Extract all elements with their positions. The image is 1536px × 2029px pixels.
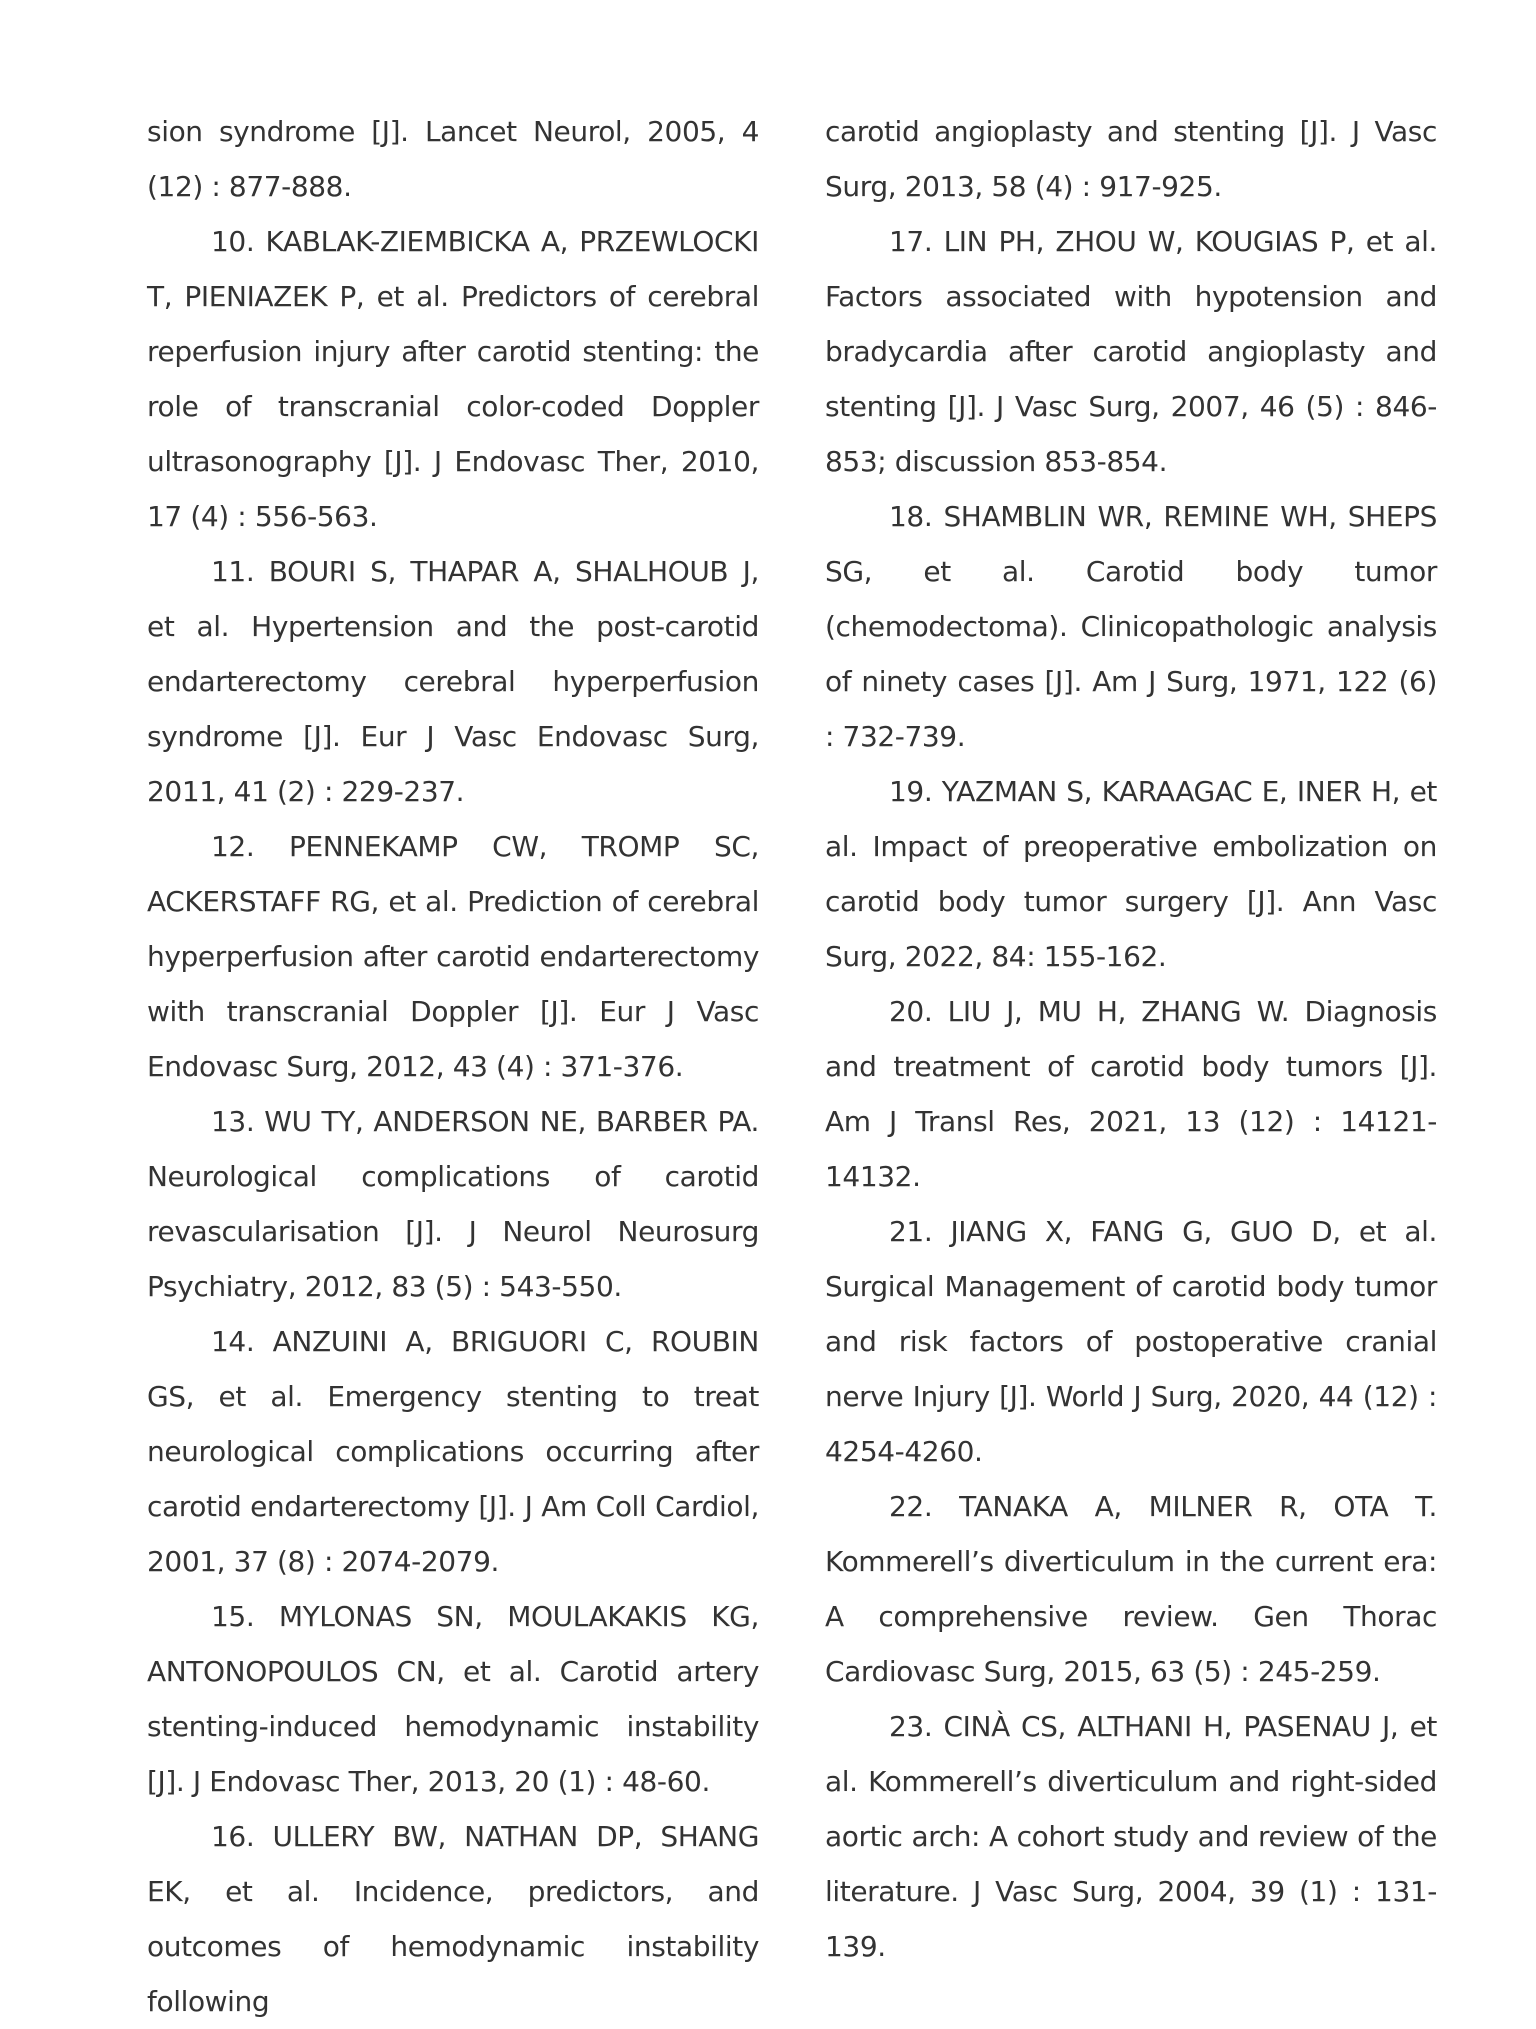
reference-text: carotid angioplasty and stenting [J]. J Vasc Surg, 2013, 58 (4) : 917-925. <box>825 115 1437 203</box>
reference-number: 21. <box>889 1215 933 1248</box>
reference-number: 23. <box>889 1710 933 1743</box>
reference-text: LIU J, MU H, ZHANG W. Diagnosis and treatment of carotid body tumors [J]. Am J Transl Res, 2021, 13 (12) : 14121-14132. <box>825 995 1437 1193</box>
reference-item <box>147 214 759 544</box>
reference-text: KABLAK-ZIEMBICKA A, PRZEWLOCKI T, PIENIAZEK P, et al. Predictors of cerebral reperfusion injury after carotid stenting: the role of transcranial color-coded Doppler ultrasonography [J]. J Endovasc Ther, 2010, 17 (4) : 556-563. <box>147 225 759 533</box>
reference-item <box>147 544 759 819</box>
reference-number: 11. <box>211 555 255 588</box>
reference-number: 22. <box>889 1490 933 1523</box>
reference-number: 13. <box>211 1105 255 1138</box>
reference-text: sion syndrome [J]. Lancet Neurol, 2005, 4 (12) : 877-888. <box>147 115 759 203</box>
reference-item <box>825 984 1437 1204</box>
reference-number: 18. <box>889 500 933 533</box>
reference-number: 14. <box>211 1325 255 1358</box>
reference-number: 19. <box>889 775 933 808</box>
reference-text: CINÀ CS, ALTHANI H, PASENAU J, et al. Kommerell’s diverticulum and right-sided aortic arch: A cohort study and review of the literature. J Vasc Surg, 2004, 39 (1) : 131-139. <box>825 1710 1437 1963</box>
reference-item <box>825 1204 1437 1479</box>
reference-text: JIANG X, FANG G, GUO D, et al. Surgical Management of carotid body tumor and risk factors of postoperative cranial nerve Injury [J]. World J Surg, 2020, 44 (12) : 4254-4260. <box>825 1215 1437 1468</box>
reference-number: 16. <box>211 1820 255 1853</box>
reference-text: WU TY, ANDERSON NE, BARBER PA. Neurological complications of carotid revascularisation [J]. J Neurol Neurosurg Psychiatry, 2012, 83 (5) : 543-550. <box>147 1105 759 1303</box>
reference-item <box>147 1589 759 1809</box>
reference-text: YAZMAN S, KARAAGAC E, INER H, et al. Impact of preoperative embolization on carotid body tumor surgery [J]. Ann Vasc Surg, 2022, 84: 155-162. <box>825 775 1437 973</box>
reference-number: 15. <box>211 1600 255 1633</box>
reference-item <box>147 819 759 1094</box>
reference-text: ULLERY BW, NATHAN DP, SHANG EK, et al. Incidence, predictors, and outcomes of hemodynamic instability following <box>147 1820 759 2018</box>
reference-text: LIN PH, ZHOU W, KOUGIAS P, et al. Factors associated with hypotension and bradycardia after carotid angioplasty and stenting [J]. J Vasc Surg, 2007, 46 (5) : 846-853; discussion 853-854. <box>825 225 1437 478</box>
reference-item <box>147 1094 759 1314</box>
reference-item <box>825 764 1437 984</box>
reference-text: SHAMBLIN WR, REMINE WH, SHEPS SG, et al. Carotid body tumor (chemodectoma). Clinicopathologic analysis of ninety cases [J]. Am J Surg, 1971, 122 (6) : 732-739. <box>825 500 1437 753</box>
reference-item <box>147 1314 759 1589</box>
reference-number: 17. <box>889 225 933 258</box>
reference-continuation <box>147 104 759 214</box>
reference-number: 10. <box>211 225 255 258</box>
reference-item <box>825 1699 1437 1974</box>
right-column <box>825 104 1437 1974</box>
reference-continuation <box>825 104 1437 214</box>
reference-item <box>825 489 1437 764</box>
reference-item <box>825 1479 1437 1699</box>
reference-text: BOURI S, THAPAR A, SHALHOUB J, et al. Hypertension and the post-carotid endarterectomy cerebral hyperperfusion syndrome [J]. Eur J Vasc Endovasc Surg, 2011, 41 (2) : 229-237. <box>147 555 759 808</box>
reference-text: MYLONAS SN, MOULAKAKIS KG, ANTONOPOULOS CN, et al. Carotid artery stenting-induced hemodynamic instability [J]. J Endovasc Ther, 2013, 20 (1) : 48-60. <box>147 1600 759 1798</box>
left-column <box>147 104 759 2029</box>
reference-item <box>147 1809 759 2029</box>
reference-text: PENNEKAMP CW, TROMP SC, ACKERSTAFF RG, et al. Prediction of cerebral hyperperfusion after carotid endarterectomy with transcranial Doppler [J]. Eur J Vasc Endovasc Surg, 2012, 43 (4) : 371-376. <box>147 830 759 1083</box>
reference-number: 12. <box>211 830 255 863</box>
reference-item <box>825 214 1437 489</box>
reference-text: TANAKA A, MILNER R, OTA T. Kommerell’s diverticulum in the current era: A comprehensive review. Gen Thorac Cardiovasc Surg, 2015, 63 (5) : 245-259. <box>825 1490 1437 1688</box>
reference-text: ANZUINI A, BRIGUORI C, ROUBIN GS, et al. Emergency stenting to treat neurological complications occurring after carotid endarterectomy [J]. J Am Coll Cardiol, 2001, 37 (8) : 2074-2079. <box>147 1325 759 1578</box>
reference-number: 20. <box>889 995 933 1028</box>
